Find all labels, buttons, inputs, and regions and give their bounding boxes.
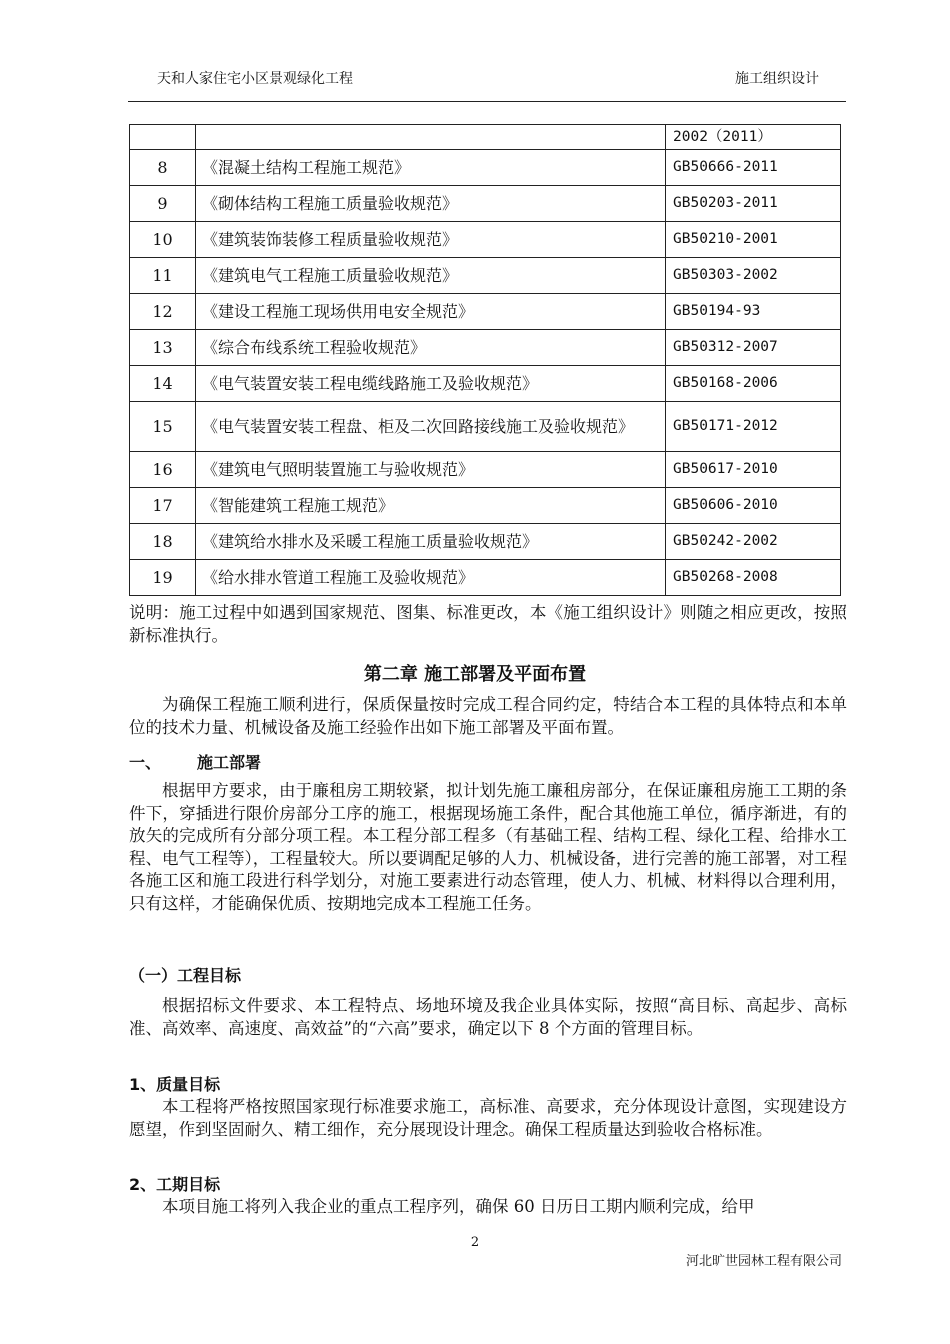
standard-code: GB50210-2001 — [666, 222, 841, 258]
standard-code: GB50666-2011 — [666, 150, 841, 186]
standard-code: GB50303-2002 — [666, 258, 841, 294]
standard-code: 2002（2011） — [666, 125, 841, 150]
subsection-heading: （一）工程目标 — [129, 966, 242, 985]
table-row — [130, 488, 841, 524]
row-number: 14 — [130, 366, 196, 402]
row-number — [130, 125, 196, 150]
goal-heading-quality: 1、质量目标 — [129, 1075, 221, 1094]
standard-name: 《电气装置安装工程盘、柜及二次回路接线施工及验收规范》 — [196, 402, 666, 452]
standard-code: GB50268-2008 — [666, 560, 841, 596]
standard-name: 《建筑电气照明装置施工与验收规范》 — [196, 452, 666, 488]
subsection-body: 根据招标文件要求、本工程特点、场地环境及我企业具体实际，按照“高目标、高起步、高标准、高效率、高速度、高效益”的“六高”要求，确定以下 8 个方面的管理目标。 — [129, 996, 847, 1038]
goal-body-quality: 本工程将严格按照国家现行标准要求施工，高标准、高要求，充分体现设计意图，实现建设方愿望，作到坚固耐久、精工细作，充分展现设计理念。确保工程质量达到验收合格标准。 — [129, 1097, 847, 1139]
table-row — [130, 452, 841, 488]
chapter-title: 第二章 施工部署及平面布置 — [363, 664, 587, 685]
row-number: 8 — [130, 150, 196, 186]
table-row — [130, 186, 841, 222]
standard-code: GB50171-2012 — [666, 402, 841, 452]
row-number: 19 — [130, 560, 196, 596]
footer-company: 河北旷世园林工程有限公司 — [686, 1254, 843, 1269]
table-note: 说明：施工过程中如遇到国家规范、图集、标准更改，本《施工组织设计》则随之相应更改，按照新标准执行。 — [129, 603, 847, 645]
standard-name: 《建筑给水排水及采暖工程施工质量验收规范》 — [196, 524, 666, 560]
standard-code: GB50168-2006 — [666, 366, 841, 402]
standard-name: 《建筑电气工程施工质量验收规范》 — [196, 258, 666, 294]
header-project-title: 天和人家住宅小区景观绿化工程 — [157, 71, 353, 87]
row-number: 13 — [130, 330, 196, 366]
standard-name: 《综合布线系统工程验收规范》 — [196, 330, 666, 366]
standard-code: GB50194-93 — [666, 294, 841, 330]
chapter-intro: 为确保工程施工顺利进行，保质保量按时完成工程合同约定，特结合本工程的具体特点和本单位的技术力量、机械设备及施工经验作出如下施工部署及平面布置。 — [129, 695, 847, 737]
standard-name — [196, 125, 666, 150]
row-number: 9 — [130, 186, 196, 222]
row-number: 16 — [130, 452, 196, 488]
table-row — [130, 222, 841, 258]
table-row — [130, 125, 841, 150]
table-row — [130, 560, 841, 596]
section-heading — [129, 750, 261, 773]
section-body: 根据甲方要求，由于廉租房工期较紧，拟计划先施工廉租房部分，在保证廉租房施工工期的条件下，穿插进行限价房部分工序的施工，根据现场施工条件，配合其他施工单位，循序渐进，有的放矢的完成所有分部分项工程。本工程分部工程多（有基础工程、结构工程、绿化工程、给排水工程、电气工程等），工程量较大。所以要调配足够的人力、机械设备，进行完善的施工部署，对工程各施工区和施工段进行科学划分，对施工要素进行动态管理，使人力、机械、材料得以合理利用，只有这样，才能确保优质、按期地完成本工程施工任务。 — [129, 781, 847, 913]
table-row — [130, 150, 841, 186]
standard-code: GB50606-2010 — [666, 488, 841, 524]
standard-name: 《砌体结构工程施工质量验收规范》 — [196, 186, 666, 222]
standard-name: 《建设工程施工现场供用电安全规范》 — [196, 294, 666, 330]
table-row — [130, 330, 841, 366]
standard-code: GB50312-2007 — [666, 330, 841, 366]
row-number: 17 — [130, 488, 196, 524]
section-title: 施工部署 — [197, 753, 262, 772]
page-number: 2 — [470, 1235, 480, 1250]
table-row — [130, 366, 841, 402]
row-number: 11 — [130, 258, 196, 294]
standard-code: GB50203-2011 — [666, 186, 841, 222]
standards-table — [129, 124, 841, 596]
table-row — [130, 258, 841, 294]
row-number: 15 — [130, 402, 196, 452]
standard-name: 《建筑装饰装修工程质量验收规范》 — [196, 222, 666, 258]
header-divider — [128, 101, 846, 102]
goal-heading-schedule: 2、工期目标 — [129, 1175, 221, 1194]
goal-body-schedule: 本项目施工将列入我企业的重点工程序列，确保 60 日历日工期内顺利完成，给甲 — [162, 1197, 755, 1216]
standard-code: GB50242-2002 — [666, 524, 841, 560]
standard-name: 《电气装置安装工程电缆线路施工及验收规范》 — [196, 366, 666, 402]
standard-name: 《给水排水管道工程施工及验收规范》 — [196, 560, 666, 596]
row-number: 12 — [130, 294, 196, 330]
section-number: 一、 — [129, 753, 162, 772]
standard-name: 《混凝土结构工程施工规范》 — [196, 150, 666, 186]
row-number: 10 — [130, 222, 196, 258]
table-row — [130, 524, 841, 560]
header-document-type: 施工组织设计 — [735, 71, 819, 87]
row-number: 18 — [130, 524, 196, 560]
standard-code: GB50617-2010 — [666, 452, 841, 488]
table-row — [130, 402, 841, 452]
table-row — [130, 294, 841, 330]
standard-name: 《智能建筑工程施工规范》 — [196, 488, 666, 524]
